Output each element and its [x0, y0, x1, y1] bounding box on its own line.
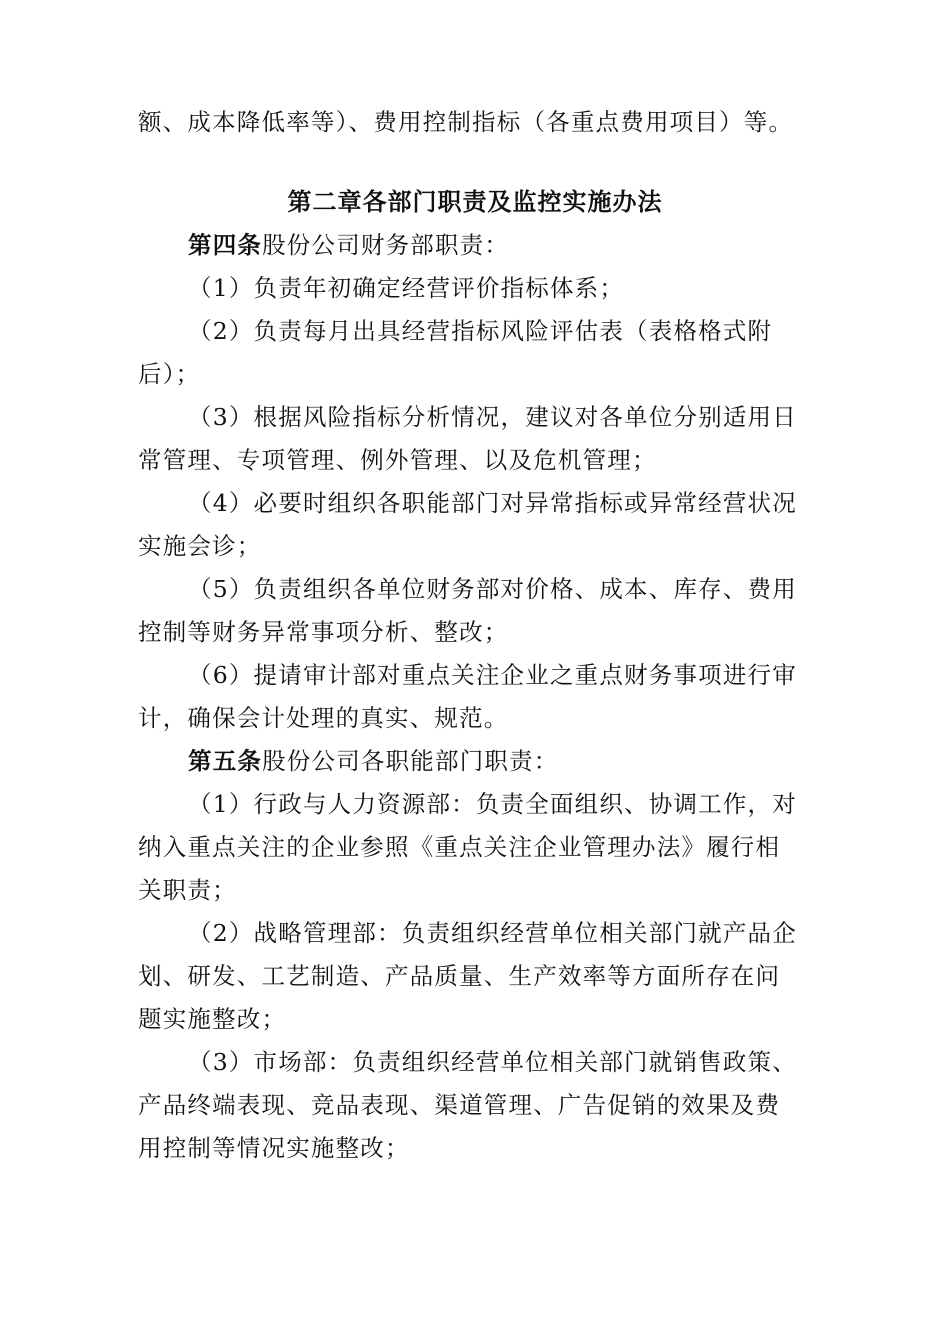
- article-5-item-3-line-1: （3）市场部：负责组织经营单位相关部门就销售政策、: [188, 1048, 797, 1076]
- article-4-heading: [188, 230, 509, 260]
- article-4-item-4-line-1: （4）必要时组织各职能部门对异常指标或异常经营状况: [188, 489, 797, 517]
- article-4-item-4-line-2: 实施会诊；: [138, 532, 262, 560]
- article-4-item-3-line-1: （3）根据风险指标分析情况，建议对各单位分别适用日: [188, 403, 797, 431]
- article-4-label: 第四条: [188, 231, 263, 259]
- article-4-text: 股份公司财务部职责：: [262, 231, 510, 259]
- chapter-title: 第二章各部门职责及监控实施办法: [287, 188, 663, 216]
- article-5-item-2-line-1: （2）战略管理部：负责组织经营单位相关部门就产品企: [188, 919, 797, 947]
- article-5-item-1-line-2: 纳入重点关注的企业参照《重点关注企业管理办法》履行相: [138, 833, 781, 861]
- article-4-item-1-line-1: （1）负责年初确定经营评价指标体系；: [188, 274, 625, 302]
- article-5-item-1-line-3: 关职责；: [138, 876, 237, 904]
- article-4-item-2-line-1: （2）负责每月出具经营指标风险评估表（表格格式附: [188, 317, 773, 345]
- article-5-text: 股份公司各职能部门职责：: [262, 747, 559, 775]
- article-5-item-2-line-2: 划、研发、工艺制造、产品质量、生产效率等方面所存在问: [138, 962, 781, 990]
- article-5-item-2-line-3: 题实施整改；: [138, 1005, 287, 1033]
- article-4-item-6-line-1: （6）提请审计部对重点关注企业之重点财务事项进行审: [188, 661, 797, 689]
- article-5-heading: [188, 746, 559, 776]
- article-4-item-3-line-2: 常管理、专项管理、例外管理、以及危机管理；: [138, 446, 657, 474]
- article-4-item-6-line-2: 计，确保会计处理的真实、规范。: [138, 704, 509, 732]
- article-5-item-1-line-1: （1）行政与人力资源部：负责全面组织、协调工作，对: [188, 790, 797, 818]
- article-4-item-2-line-2: 后）；: [138, 360, 201, 388]
- article-4-item-5-line-1: （5）负责组织各单位财务部对价格、成本、库存、费用: [188, 575, 797, 603]
- article-5-label: 第五条: [188, 747, 263, 775]
- article-4-item-5-line-2: 控制等财务异常事项分析、整改；: [138, 618, 509, 646]
- article-5-item-3-line-2: 产品终端表现、竞品表现、渠道管理、广告促销的效果及费: [138, 1091, 781, 1119]
- intro-line: 额、成本降低率等）、费用控制指标（各重点费用项目）等。: [138, 108, 794, 136]
- article-5-item-3-line-3: 用控制等情况实施整改；: [138, 1134, 410, 1162]
